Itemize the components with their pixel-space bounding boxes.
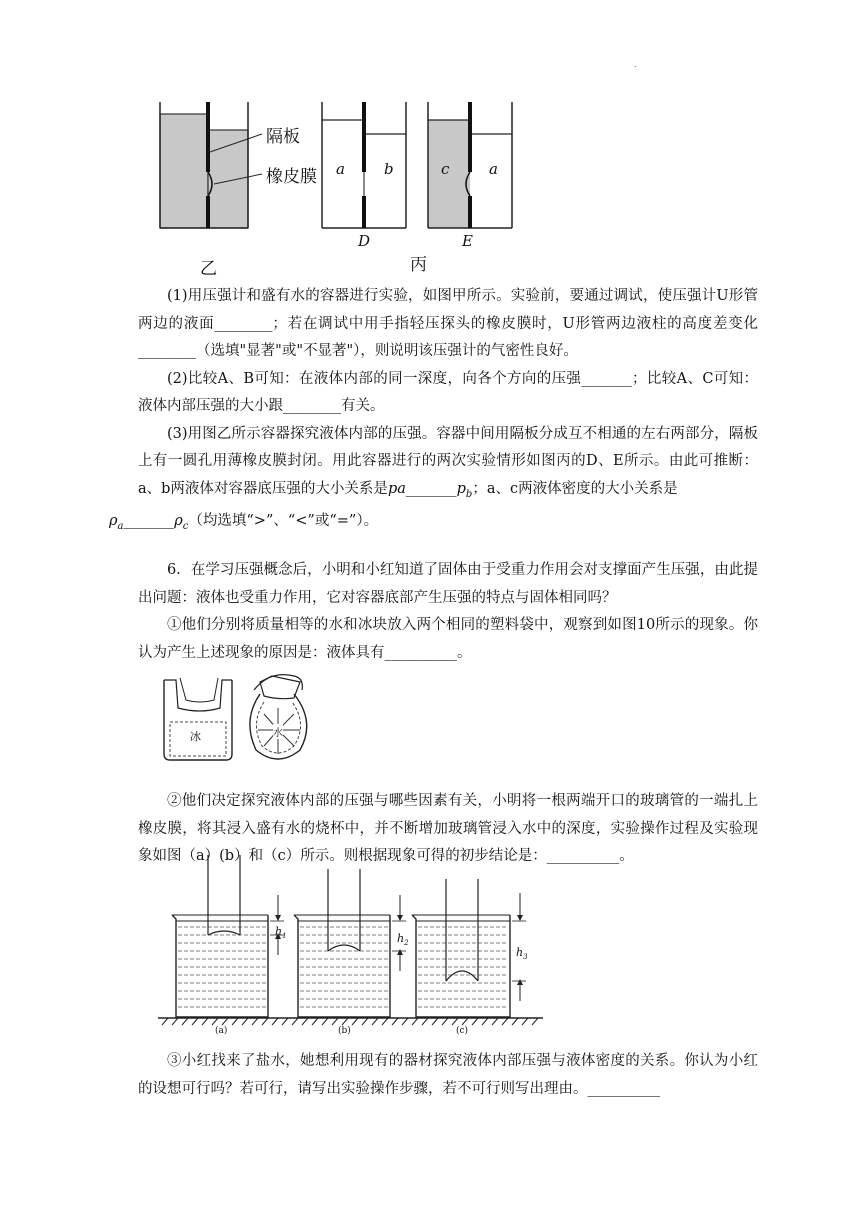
h2-label: $h_2$ [397, 932, 409, 948]
figure-e [424, 100, 516, 230]
q6-step1: ①他们分别将质量相等的水和冰块放入两个相同的塑料袋中，观察到如图10所示的现象。你认为产生上述现象的原因是：液体具有__________。 [138, 617, 758, 661]
beaker-b-caption: (b) [338, 1026, 351, 1036]
beakers-figure [158, 855, 548, 1035]
q5-text [109, 283, 758, 540]
q5-part2: (2)比较A、B可知：在液体内部的同一深度，向各个方向的压强_______；比较A、C可知：液体内部压强的大小跟________有关。 [138, 370, 758, 414]
left-liquid [160, 114, 208, 228]
caption-yi: 乙 [200, 259, 217, 279]
right-liquid [208, 130, 248, 228]
q5-part1: (1)用压强计和盛有水的容器进行实验，如图甲所示。实验前，要通过调试，使压强计U形管两边的液面________；若在调试中用手指轻压探头的橡皮膜时，U形管两边液柱的高度差变化________（选填"显著"或"不显著"），则说明该压强计的气密性良好。 [138, 288, 758, 359]
h1-label: $h_1$ [275, 925, 287, 941]
beaker-b [294, 869, 406, 1017]
d-caption: D [358, 232, 371, 250]
q6-intro: 6．在学习压强概念后，小明和小红知道了固体由于受重力作用会对支撑面产生压强，由此提出问题：液体也受重力作用，它对容器底部产生压强的特点与固体相同吗？ [138, 562, 758, 606]
h3-label: $h_3$ [516, 946, 528, 962]
label-membrane: 橡皮膜 [266, 167, 317, 187]
beaker-c-caption: (c) [456, 1026, 469, 1036]
q6-text [138, 557, 758, 667]
beaker-a-caption: (a) [215, 1026, 228, 1036]
bag-water-label: 水 [273, 724, 283, 739]
label-partition: 隔板 [266, 127, 300, 147]
e-left-label: c [441, 160, 450, 178]
page-marker: . [634, 60, 637, 69]
q6-step3-wrap [138, 1048, 758, 1103]
bag-ice-label: 冰 [190, 730, 201, 743]
q6-step2: ②他们决定探究液体内部的压强与哪些因素有关，小明将一根两端开口的玻璃管的一端扎上橡皮膜，将其浸入盛有水的烧杯中，并不断增加玻璃管浸入水中的深度，实验操作过程及实验现象如图（a）(b）和（c）所示。则根据现象可得的初步结论是：__________。 [138, 793, 758, 864]
beaker-a [172, 855, 284, 1017]
e-right-label: a [489, 160, 498, 178]
d-left-label: a [336, 160, 345, 178]
d-right-label: b [384, 160, 394, 178]
bags-figure [160, 670, 330, 766]
q6-step3: ③小红找来了盐水，她想利用现有的器材探究液体内部压强与液体密度的关系。你认为小红的设想可行吗？若可行，请写出实验操作步骤，若不可行则写出理由。__________ [138, 1053, 758, 1097]
e-caption: E [462, 232, 473, 250]
caption-bing: 丙 [410, 255, 427, 275]
beaker-c [412, 879, 526, 1017]
q5-part3: (3)用图乙所示容器探究液体内部的压强。容器中间用隔板分成互不相通的左右两部分，隔板上有一圆孔用薄橡皮膜封闭。用此容器进行的两次实验情形如图丙的D、E所示。由此可推断：a、b两液体对容器底压强的大小关系是$pa\_\_\_\_\_\_\_p_b$；a、c两液体密度的大小关系是 $\rho_a\_\_\_\_\_\_\_\rho_c$（均选填“>”、“<”或“=”）。 [109, 425, 758, 532]
figure-d [318, 100, 410, 230]
